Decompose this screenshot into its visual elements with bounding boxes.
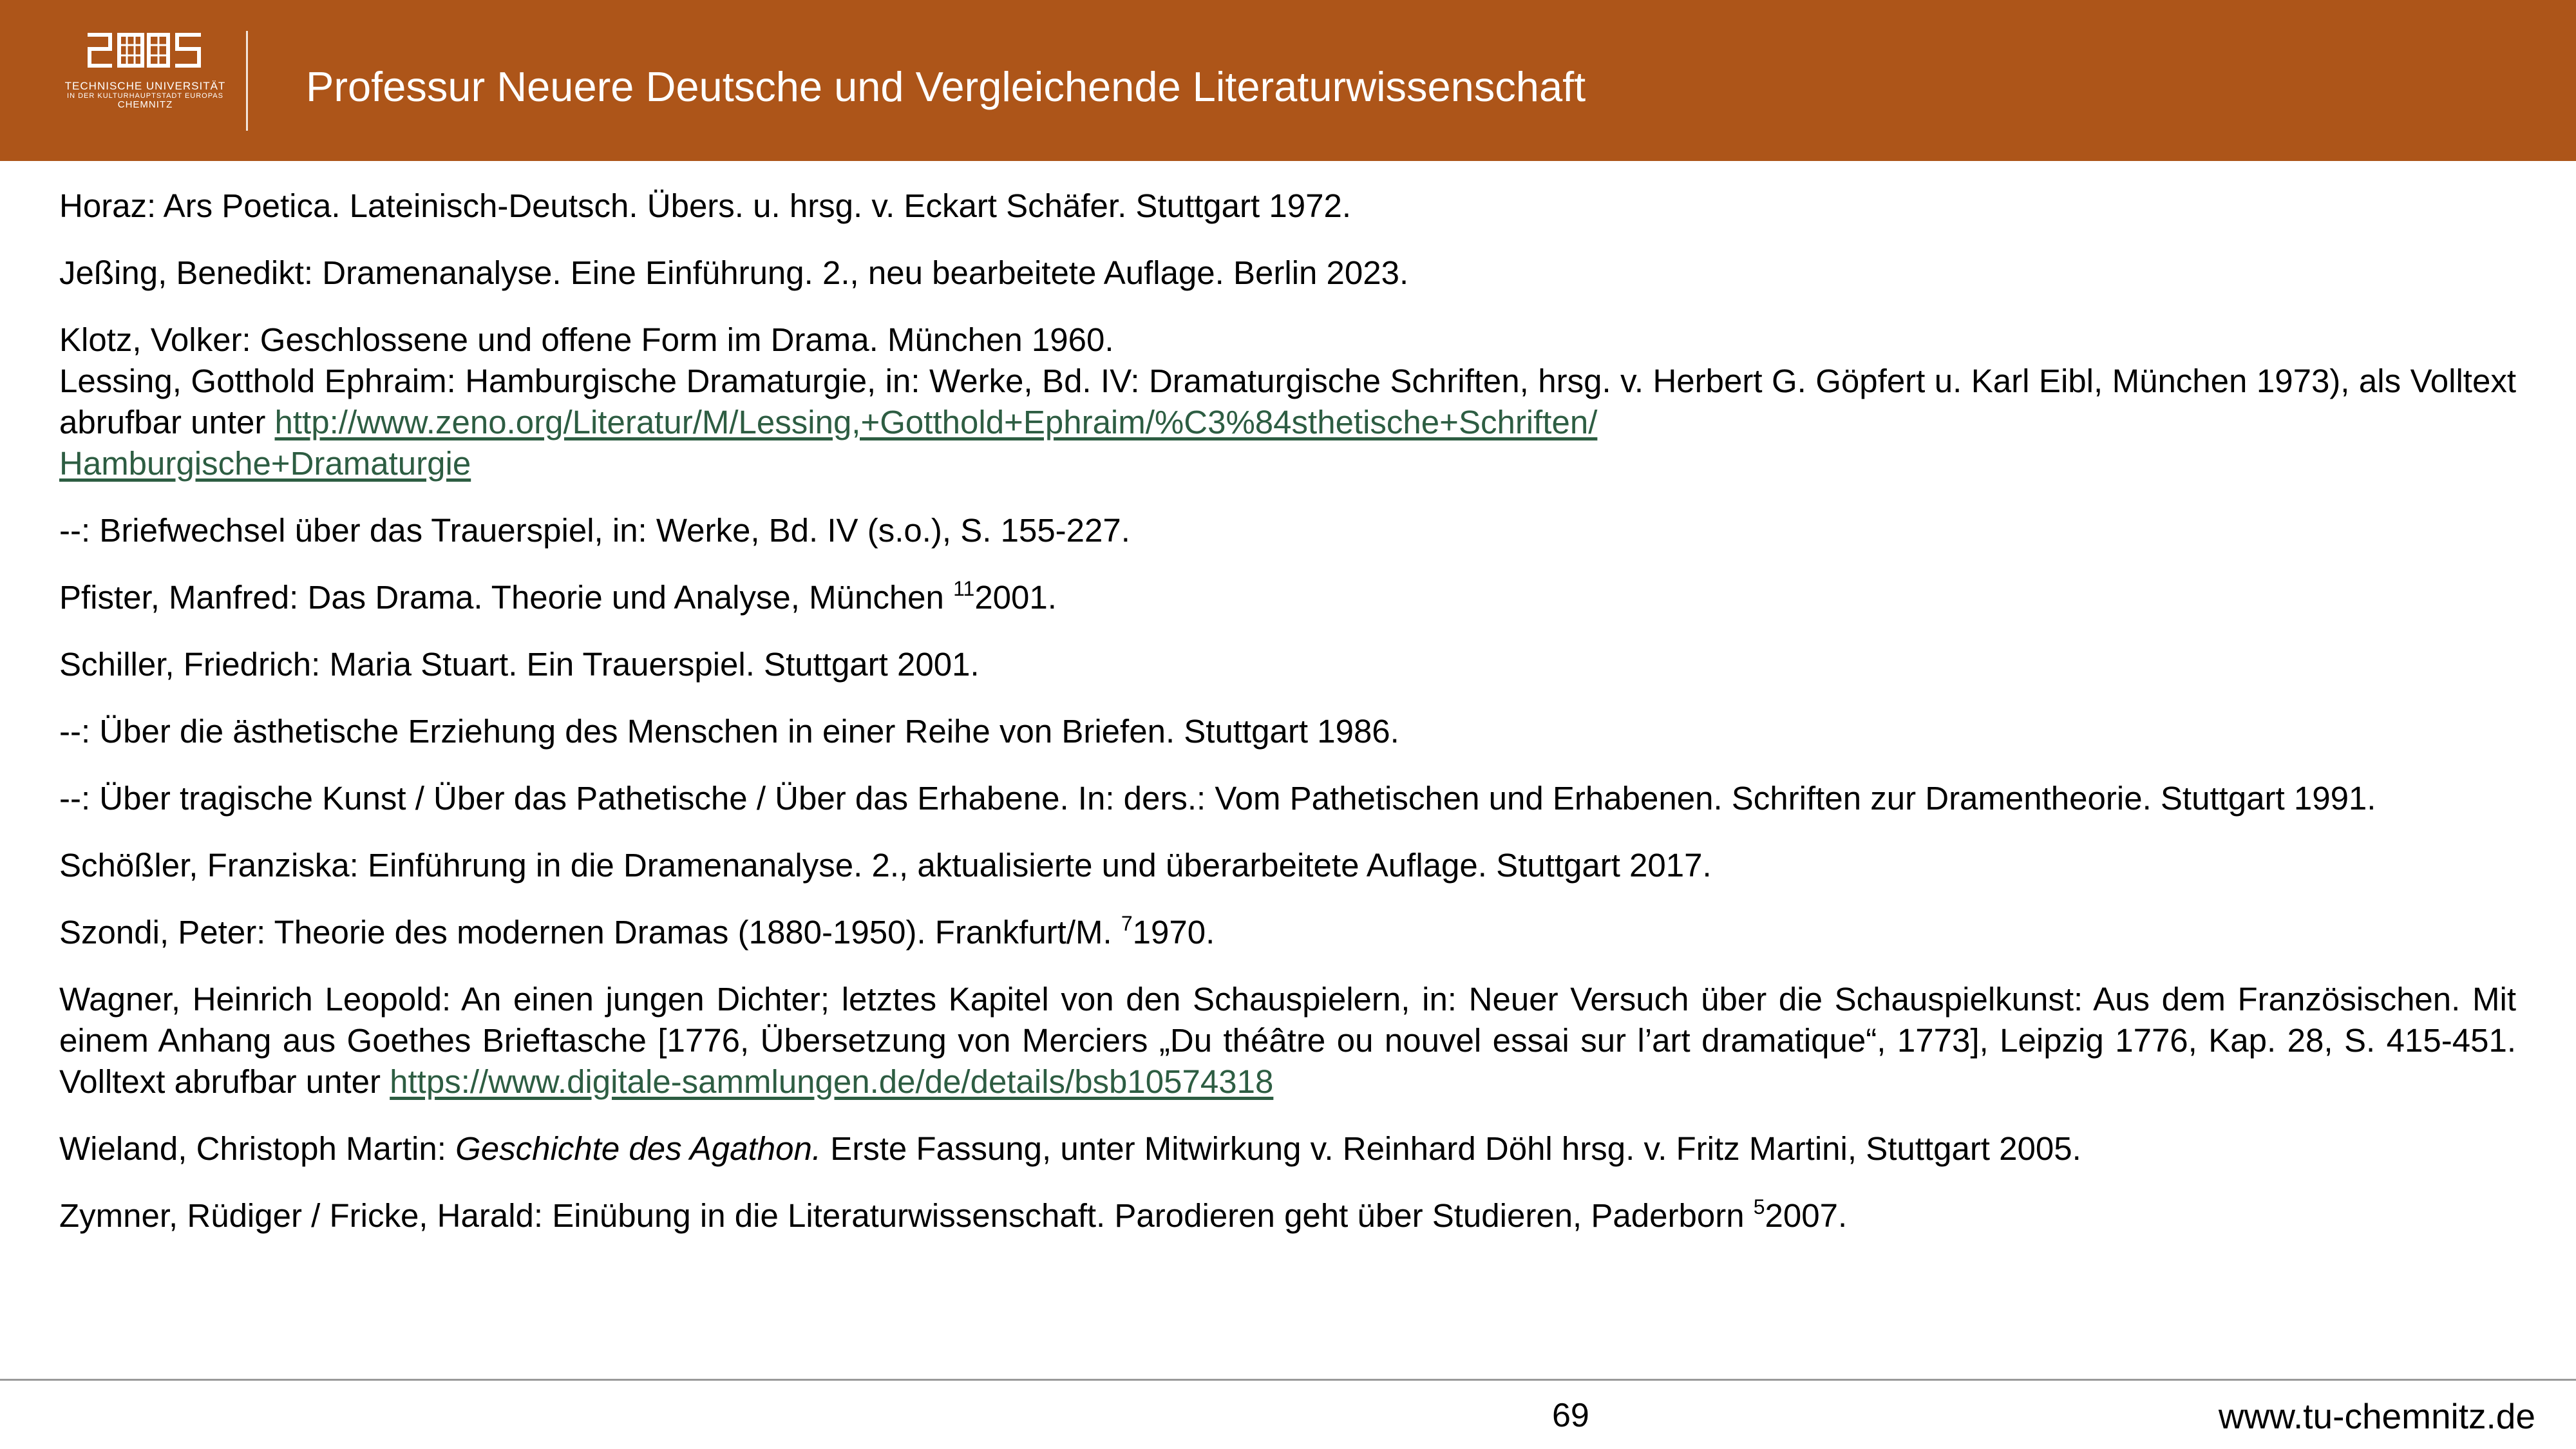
zeno-link-part2[interactable]: Hamburgische+Dramaturgie (59, 445, 471, 482)
bib-entry-schiller-tragische-kunst: --: Über tragische Kunst / Über das Pathetische / Über das Erhabene. In: ders.: Vom Pathetischen und Erhabenen. Schriften zur Dramentheorie. Stuttgart 1991. (59, 780, 2376, 817)
digitale-sammlungen-link[interactable]: https://www.digitale-sammlungen.de/de/details/bsb10574318 (390, 1063, 1274, 1100)
bib-entry-schoessler: Schößler, Franziska: Einführung in die Dramenanalyse. 2., aktualisierte und überarbeitete Auflage. Stuttgart 2017. (59, 847, 1712, 884)
bib-entry-wagner-text: Wagner, Heinrich Leopold: An einen jungen Dichter; letztes Kapitel von den Schauspielern, in: Neuer Versuch über die Schauspielkunst: Aus dem Französischen. Mit einem Anhang aus Goethes Brieftasche [1776, Übersetzung von Merciers „Du théâtre ou nouvel essai sur l’art dramatique“, 1773], Leipzig 1776, Kap. 28, S. 415-451. Volltext abrufbar unter (59, 981, 2516, 1100)
footer-divider (0, 1379, 2576, 1381)
footer-url[interactable]: www.tu-chemnitz.de (2218, 1396, 2535, 1436)
bib-entry-klotz: Klotz, Volker: Geschlossene und offene Form im Drama. München 1960. (59, 321, 1114, 358)
bib-entry-lessing (59, 361, 2516, 484)
bibliography-list (59, 185, 2516, 1262)
header-divider (246, 31, 248, 131)
logo-mark-icon (86, 26, 205, 75)
bib-entry-wieland-rest: Erste Fassung, unter Mitwirkung v. Reinhard Döhl hrsg. v. Fritz Martini, Stuttgart 2005. (821, 1130, 2081, 1167)
edition-superscript: 11 (953, 577, 975, 600)
bib-entry-wieland-title: Geschichte des Agathon. (455, 1130, 822, 1167)
bib-entry-horaz: Horaz: Ars Poetica. Lateinisch-Deutsch. Übers. u. hrsg. v. Eckart Schäfer. Stuttgart 1972. (59, 187, 1351, 224)
bib-entry-pfister-year: 2001. (974, 579, 1057, 616)
zeno-link-part1[interactable]: http://www.zeno.org/Literatur/M/Lessing,+Gotthold+Ephraim/%C3%84sthetische+Schriften/ (274, 404, 1598, 440)
bib-entry-wagner (59, 979, 2516, 1103)
logo-text-line2: IN DER KULTURHAUPTSTADT EUROPAS (67, 92, 223, 100)
bib-entry-jessing: Jeßing, Benedikt: Dramenanalyse. Eine Einführung. 2., neu bearbeitete Auflage. Berlin 2023. (59, 254, 1409, 291)
logo-text-line1: TECHNISCHE UNIVERSITÄT (64, 80, 226, 92)
zeno-link[interactable] (59, 404, 1597, 482)
university-logo (37, 26, 253, 142)
bib-entry-pfister (59, 577, 2516, 618)
edition-superscript: 7 (1121, 912, 1133, 935)
bib-entry-zymner (59, 1195, 2516, 1236)
header-bar (0, 0, 2576, 161)
bib-entry-pfister-text: Pfister, Manfred: Das Drama. Theorie und Analyse, München (59, 579, 954, 616)
bib-entry-briefwechsel: --: Briefwechsel über das Trauerspiel, in: Werke, Bd. IV (s.o.), S. 155-227. (59, 512, 1130, 549)
bib-entry-lessing-text: Lessing, Gotthold Ephraim: Hamburgische Dramaturgie, in: Werke, Bd. IV: Dramaturgische Schriften, hrsg. v. Herbert G. Göpfert u. Karl Eibl, München 1973), als Volltext abrufbar unter (59, 363, 2516, 440)
bib-entry-zymner-text: Zymner, Rüdiger / Fricke, Harald: Einübung in die Literaturwissenschaft. Parodieren geht über Studieren, Paderborn (59, 1197, 1754, 1234)
page-number: 69 (1552, 1397, 1589, 1434)
bib-entry-wieland (59, 1128, 2516, 1170)
bib-entry-zymner-year: 2007. (1765, 1197, 1848, 1234)
page-title: Professur Neuere Deutsche und Vergleichende Literaturwissenschaft (306, 63, 1586, 110)
edition-superscript: 5 (1753, 1195, 1765, 1218)
bib-entry-szondi-year: 1970. (1132, 914, 1215, 951)
bib-entry-szondi (59, 912, 2516, 953)
bib-entry-schiller-stuart: Schiller, Friedrich: Maria Stuart. Ein Trauerspiel. Stuttgart 2001. (59, 646, 980, 683)
bib-entry-wieland-author: Wieland, Christoph Martin: (59, 1130, 456, 1167)
bib-entry-szondi-text: Szondi, Peter: Theorie des modernen Dramas (1880-1950). Frankfurt/M. (59, 914, 1121, 951)
logo-text-line3: CHEMNITZ (117, 99, 173, 111)
bib-entry-schiller-erziehung: --: Über die ästhetische Erziehung des Menschen in einer Reihe von Briefen. Stuttgart 1986. (59, 713, 1399, 750)
